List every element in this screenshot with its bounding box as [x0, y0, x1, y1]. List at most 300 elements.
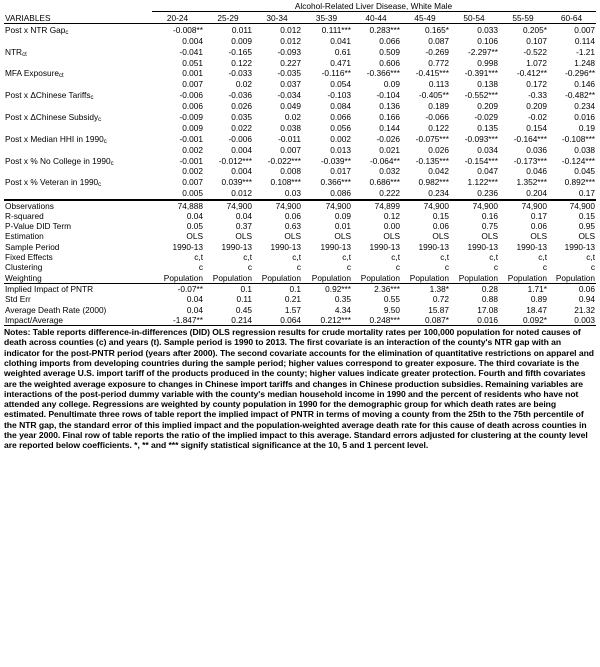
- variable-label: [4, 133, 152, 144]
- table-cell: c: [395, 262, 400, 273]
- stat-label: R-squared: [5, 210, 44, 221]
- table-cell: -0.001: [179, 133, 203, 144]
- variable-subscript: ct: [22, 51, 27, 58]
- table-cell: -0.035: [277, 68, 301, 79]
- table-cell: 0.106: [477, 35, 498, 46]
- table-cell: 1990-13: [320, 241, 351, 252]
- table-cell: 0.008: [280, 166, 301, 177]
- table-cell: -0.269: [425, 46, 449, 57]
- table-cell: 0.04: [186, 210, 203, 221]
- table-cell: -0.552***: [464, 90, 498, 101]
- table-cell: 0.039***: [221, 177, 252, 188]
- table-cell: 0.205*: [523, 24, 547, 35]
- coefficient-row: [4, 46, 596, 57]
- table-cell: -0.296**: [565, 68, 596, 79]
- table-cell: 0.17: [548, 188, 596, 200]
- table-cell: 0.122: [231, 57, 252, 68]
- table-cell: 74,900: [450, 200, 499, 211]
- coefficient-row: [4, 177, 596, 188]
- variable-name: Post x % No College in 1990: [5, 155, 111, 166]
- table-cell: 0.63: [284, 221, 301, 232]
- table-cell: 0.06: [548, 283, 596, 294]
- standard-error-row: [4, 101, 596, 112]
- table-cell: 0.209: [477, 101, 498, 112]
- table-cell: 0.051: [182, 57, 203, 68]
- table-cell: 0.61: [334, 46, 351, 57]
- stat-row: [4, 262, 596, 272]
- column-header: 45-49: [401, 12, 450, 24]
- table-cell: 0.032: [379, 166, 400, 177]
- table-cell: 0.038: [280, 122, 301, 133]
- standard-error-row: [4, 35, 596, 46]
- table-cell: 0.06: [284, 210, 301, 221]
- standard-error-row: [4, 122, 596, 133]
- variable-subscript: c: [65, 29, 69, 36]
- stat-label: Sample Period: [5, 241, 60, 252]
- table-cell: 1990-13: [369, 241, 400, 252]
- table-cell: Population: [507, 272, 547, 283]
- table-cell: 0.212***: [302, 315, 352, 326]
- table-cell: 0.047: [477, 166, 498, 177]
- stat-row: [4, 315, 596, 326]
- table-cell: -0.066: [425, 112, 449, 123]
- table-cell: c: [590, 262, 596, 273]
- table-cell: 0.066: [330, 112, 351, 123]
- table-cell: 1990-13: [467, 241, 498, 252]
- table-cell: -0.522: [523, 46, 547, 57]
- table-cell: 0.89: [530, 294, 547, 305]
- table-cell: 74,900: [302, 200, 352, 211]
- table-cell: 0.107: [526, 35, 547, 46]
- stat-row: [4, 252, 596, 262]
- stat-row: [4, 273, 596, 284]
- table-cell: 0.55: [383, 294, 400, 305]
- table-cell: 1990-13: [172, 241, 203, 252]
- table-cell: Population: [212, 272, 252, 283]
- stat-row: [4, 283, 596, 294]
- variable-name: Post x ΔChinese Subsidy: [5, 112, 99, 123]
- table-cell: 1.57: [284, 304, 301, 315]
- table-cell: c: [493, 262, 498, 273]
- coefficient-row: [4, 133, 596, 144]
- table-cell: -0.041: [179, 46, 203, 57]
- table-cell: 0.998: [477, 57, 498, 68]
- table-cell: 0.982***: [418, 177, 449, 188]
- table-cell: 0.002: [182, 166, 203, 177]
- table-cell: 0.72: [432, 294, 449, 305]
- regression-table: [4, 1, 596, 326]
- table-cell: 1990-13: [270, 241, 301, 252]
- column-header: 50-54: [450, 12, 499, 24]
- standard-error-row: [4, 144, 596, 155]
- table-cell: c: [296, 262, 301, 273]
- table-cell: -0.108***: [561, 133, 596, 144]
- table-cell: -0.116**: [321, 68, 351, 79]
- table-cell: 0.222: [352, 188, 401, 200]
- table-cell: c: [247, 262, 252, 273]
- table-cell: 0.003: [548, 315, 596, 326]
- variable-subscript: c: [98, 182, 102, 189]
- table-cell: c,t: [586, 252, 596, 263]
- stat-row: [4, 221, 596, 231]
- table-cell: c,t: [342, 252, 351, 263]
- table-cell: -0.006: [228, 133, 252, 144]
- coefficient-row: [4, 24, 596, 35]
- table-cell: 0.007: [182, 79, 203, 90]
- table-cell: 0.366***: [320, 177, 351, 188]
- table-cell: 74,900: [548, 200, 596, 211]
- variable-label: [4, 24, 152, 35]
- table-cell: 18.47: [526, 304, 547, 315]
- variable-subscript: c: [103, 138, 107, 145]
- table-cell: 74,900: [253, 200, 302, 211]
- table-cell: 0.012: [204, 188, 253, 200]
- table-cell: 0.041: [330, 35, 351, 46]
- table-cell: 0.19: [578, 122, 596, 133]
- variable-name: Post x NTR Gap: [5, 24, 66, 35]
- table-cell: 0.01: [334, 221, 351, 232]
- table-cell: c,t: [440, 252, 449, 263]
- table-cell: 0.092*: [499, 315, 548, 326]
- coefficient-row: [4, 111, 596, 122]
- table-cell: 0.12: [383, 210, 400, 221]
- table-cell: 0.03: [253, 188, 302, 200]
- table-cell: 0.009: [182, 122, 203, 133]
- table-cell: 1990-13: [564, 241, 596, 252]
- table-cell: 0.45: [235, 304, 252, 315]
- table-cell: 4.34: [334, 304, 351, 315]
- table-cell: 0.012: [280, 35, 301, 46]
- table-cell: 0.038: [574, 144, 596, 155]
- variable-label: [4, 90, 152, 101]
- table-cell: 0.37: [235, 221, 252, 232]
- table-cell: 1990-13: [418, 241, 449, 252]
- table-cell: 0.02: [235, 79, 252, 90]
- table-cell: 0.009: [231, 35, 252, 46]
- variable-subscript: c: [110, 160, 114, 167]
- table-cell: 0.004: [182, 35, 203, 46]
- table-cell: 0.138: [477, 79, 498, 90]
- table-cell: -0.009: [179, 112, 203, 123]
- table-cell: -0.012***: [218, 155, 252, 166]
- table-cell: 74,900: [499, 200, 548, 211]
- table-cell: 0.09: [383, 79, 400, 90]
- table-cell: 0.214: [204, 315, 253, 326]
- table-cell: 0.17: [530, 210, 547, 221]
- table-cell: 0.94: [578, 294, 596, 305]
- table-cell: -0.07**: [152, 283, 204, 294]
- stat-row: [4, 294, 596, 304]
- table-cell: 0.283***: [369, 24, 400, 35]
- table-cell: -0.173***: [513, 155, 547, 166]
- table-cell: OLS: [481, 231, 498, 242]
- variable-name: Post x % Veteran in 1990: [5, 177, 99, 188]
- table-cell: 0.509: [379, 46, 400, 57]
- table-cell: 0.172: [526, 79, 547, 90]
- table-cell: 0.108***: [270, 177, 301, 188]
- column-header: 25-29: [204, 12, 253, 24]
- table-cell: 0.034: [477, 144, 498, 155]
- table-cell: -0.006: [179, 90, 203, 101]
- table-cell: 17.08: [477, 304, 498, 315]
- table-cell: 0.017: [330, 166, 351, 177]
- table-cell: Population: [163, 272, 203, 283]
- stat-label: Std Err: [5, 294, 31, 305]
- stat-label: Impact/Average: [4, 315, 152, 326]
- table-cell: -0.093: [277, 46, 301, 57]
- table-cell: 1.122***: [467, 177, 498, 188]
- table-cell: 0.042: [428, 166, 449, 177]
- table-cell: 0.114: [574, 35, 596, 46]
- standard-error-row: [4, 57, 596, 68]
- table-cell: 0.95: [578, 221, 596, 232]
- table-cell: OLS: [284, 231, 301, 242]
- table-cell: -0.405**: [419, 90, 449, 101]
- title-row: [4, 1, 596, 12]
- table-cell: 0.04: [186, 304, 203, 315]
- table-cell: 0.146: [574, 79, 596, 90]
- table-cell: 0.135: [477, 122, 498, 133]
- table-cell: 0.165*: [425, 24, 449, 35]
- table-cell: 0.045: [574, 166, 596, 177]
- stat-label: Implied Impact of PNTR: [4, 283, 152, 294]
- table-cell: c: [542, 262, 547, 273]
- table-cell: c,t: [243, 252, 252, 263]
- table-cell: 0.087*: [401, 315, 450, 326]
- standard-error-row: [4, 166, 596, 177]
- table-cell: -0.011: [278, 133, 301, 144]
- table-cell: -0.391***: [464, 68, 498, 79]
- table-cell: OLS: [186, 231, 203, 242]
- table-cell: 0.007: [574, 24, 596, 35]
- table-cell: Population: [555, 272, 596, 283]
- coefficient-row: [4, 68, 596, 79]
- table-cell: c,t: [391, 252, 400, 263]
- table-cell: 0.04: [235, 210, 252, 221]
- stat-row: [4, 200, 596, 211]
- stat-label: Weighting: [5, 272, 42, 283]
- table-cell: -0.154***: [464, 155, 498, 166]
- table-cell: c: [346, 262, 351, 273]
- column-header: 20-24: [152, 12, 204, 24]
- table-cell: Population: [311, 272, 351, 283]
- stat-label: Observations: [4, 200, 152, 211]
- table-cell: 0.004: [231, 166, 252, 177]
- table-cell: 0.022: [231, 122, 252, 133]
- table-cell: 1.072: [526, 57, 547, 68]
- table-cell: -0.001: [179, 155, 203, 166]
- variable-name: MFA Exposure: [5, 68, 59, 79]
- table-cell: -1.847**: [152, 315, 204, 326]
- table-cell: 0.04: [186, 294, 203, 305]
- table-cell: -0.034: [277, 90, 301, 101]
- table-cell: -2.297**: [468, 46, 498, 57]
- table-cell: -0.093***: [464, 133, 498, 144]
- column-header: 30-34: [253, 12, 302, 24]
- table-cell: 0.16: [481, 210, 498, 221]
- table-cell: 0.016: [574, 112, 596, 123]
- table-cell: OLS: [530, 231, 547, 242]
- table-cell: 1.248: [574, 57, 596, 68]
- table-cell: 0.136: [379, 101, 400, 112]
- table-cell: 0.09: [334, 210, 351, 221]
- table-cell: c: [444, 262, 449, 273]
- table-cell: 0.35: [334, 294, 351, 305]
- table-cell: 0.002: [182, 144, 203, 155]
- regression-table-page: [4, 0, 596, 451]
- table-cell: 0.054: [330, 79, 351, 90]
- table-cell: -0.02: [528, 112, 547, 123]
- table-cell: 0.007: [182, 177, 203, 188]
- table-cell: 0.046: [526, 166, 547, 177]
- table-cell: 0.05: [186, 221, 203, 232]
- table-cell: 0.606: [379, 57, 400, 68]
- variable-subscript: ct: [58, 73, 64, 80]
- stat-label: P-Value DID Term: [5, 221, 72, 232]
- table-cell: 0.113: [428, 79, 449, 90]
- table-cell: 1990-13: [221, 241, 252, 252]
- stat-row: [4, 211, 596, 221]
- table-cell: c: [198, 262, 203, 273]
- table-cell: 0.036: [526, 144, 547, 155]
- table-cell: 0.06: [530, 221, 547, 232]
- table-cell: -1.21: [576, 46, 596, 57]
- table-cell: 0.166: [379, 112, 400, 123]
- table-cell: 0.92***: [302, 283, 352, 294]
- table-cell: 0.00: [383, 221, 400, 232]
- table-cell: -0.036: [228, 90, 252, 101]
- table-cell: -0.366***: [366, 68, 400, 79]
- variable-label: [4, 46, 152, 57]
- table-cell: OLS: [432, 231, 449, 242]
- table-cell: OLS: [383, 231, 400, 242]
- table-cell: 0.049: [280, 101, 301, 112]
- table-cell: OLS: [578, 231, 596, 242]
- table-cell: 1.38*: [401, 283, 450, 294]
- table-notes: Notes: Table reports difference-in-differences (DID) OLS regression results for crude mortality rates per 100,000 population for noted causes of death across counties (c) and years (t). Sample period is 1990 to 2013. The first covariate is an interaction of the county's NTR gap with an indicator for the post-PNTR period (years after 2000). The second covariate accounts for the elimination of quantitative restrictions on apparel and clothing imports from developing countries during the sample period; higher values correspond to greater exposure. The third covariate is the weighted average U.S. import tariff of the products produced in the county; higher values indicate greater protection. Fourth and fifth covariates are the weighted average exposure to changes in Chinese import tariffs and changes in Chinese production subsidies. Remaining variables are interactions of the post-period dummy variable with the county's median household income in 1990 and the percent of residents who have not attended any college. Regressions are weighted by county population in 1990 for the demographic group for which death rates are being estimated. Penultimate three rows of table report the implied impact of PNTR in terms of moving a county from the 25th to the 75th percentile of the NTR gap, the standard error of this implied impact and the population-weighted average death rate for this cause of death across counties in the year 2000. Final row of table reports the ratio of the implied impact to this average. Standard errors adjusted for clustering at the county level are reported below coefficients. *, ** and *** signify statistical significance at the 10, 5 and 1 percent level.: [4, 327, 594, 451]
- table-cell: 0.007: [280, 144, 301, 155]
- table-cell: -0.412**: [517, 68, 547, 79]
- table-cell: 0.234: [401, 188, 450, 200]
- stat-row: [4, 305, 596, 315]
- table-cell: 0.11: [236, 294, 252, 305]
- table-cell: 0.122: [428, 122, 449, 133]
- table-cell: -0.029: [474, 112, 498, 123]
- table-cell: -0.033: [228, 68, 252, 79]
- table-cell: 0.1: [204, 283, 253, 294]
- table-cell: 0.15: [578, 210, 596, 221]
- table-cell: 0.02: [284, 112, 301, 123]
- table-cell: 0.15: [432, 210, 449, 221]
- table-cell: -0.008**: [173, 24, 203, 35]
- table-cell: 0.28: [450, 283, 499, 294]
- stat-label: Average Death Rate (2000): [5, 304, 107, 315]
- stat-label: Fixed Effects: [5, 252, 53, 263]
- table-cell: OLS: [235, 231, 252, 242]
- table-cell: 0.002: [330, 133, 351, 144]
- table-cell: 0.021: [379, 144, 400, 155]
- table-cell: -0.064**: [370, 155, 400, 166]
- stat-row: [4, 231, 596, 241]
- table-cell: 1.352***: [516, 177, 547, 188]
- table-cell: 0.013: [330, 144, 351, 155]
- coefficient-row: [4, 155, 596, 166]
- variable-name: Post x Median HHI in 1990: [5, 133, 104, 144]
- table-cell: -0.026: [376, 133, 400, 144]
- table-cell: c,t: [538, 252, 547, 263]
- table-cell: -0.022***: [267, 155, 301, 166]
- table-cell: Population: [360, 272, 400, 283]
- table-cell: 0.001: [182, 68, 203, 79]
- table-cell: 0.026: [231, 101, 252, 112]
- table-cell: 0.144: [379, 122, 400, 133]
- table-cell: Population: [261, 272, 301, 283]
- table-cell: 74,900: [401, 200, 450, 211]
- table-cell: 0.21: [284, 294, 301, 305]
- table-cell: 0.1: [253, 283, 302, 294]
- table-cell: 0.154: [526, 122, 547, 133]
- table-cell: c,t: [292, 252, 301, 263]
- table-cell: 0.75: [481, 221, 498, 232]
- column-header: 60-64: [548, 12, 596, 24]
- table-cell: 0.012: [280, 24, 301, 35]
- table-cell: Population: [458, 272, 498, 283]
- variable-subscript: c: [90, 95, 94, 102]
- table-cell: 74,899: [352, 200, 401, 211]
- table-cell: 0.005: [152, 188, 204, 200]
- column-header: 55-59: [499, 12, 548, 24]
- table-title: Alcohol-Related Liver Disease, White Male: [152, 1, 596, 12]
- coefficient-row: [4, 90, 596, 101]
- column-header-row: [4, 12, 596, 24]
- table-cell: 74,900: [204, 200, 253, 211]
- table-cell: Population: [409, 272, 449, 283]
- table-cell: 0.234: [574, 101, 596, 112]
- table-cell: -0.482**: [565, 90, 596, 101]
- variable-subscript: c: [98, 117, 102, 124]
- table-cell: -0.124***: [561, 155, 596, 166]
- table-cell: 0.892***: [564, 177, 596, 188]
- table-cell: 0.056: [330, 122, 351, 133]
- table-cell: 0.037: [280, 79, 301, 90]
- table-cell: 0.88: [481, 294, 498, 305]
- table-cell: 74,888: [152, 200, 204, 211]
- variables-header: VARIABLES: [4, 12, 152, 24]
- stat-label: Clustering: [5, 262, 43, 273]
- table-cell: 0.248***: [352, 315, 401, 326]
- table-cell: 2.36***: [352, 283, 401, 294]
- table-cell: -0.039**: [321, 155, 351, 166]
- table-cell: 0.026: [428, 144, 449, 155]
- stat-row: [4, 242, 596, 252]
- table-cell: 0.004: [231, 144, 252, 155]
- table-cell: 21.32: [574, 304, 596, 315]
- table-cell: 0.772: [428, 57, 449, 68]
- variable-label: [4, 68, 152, 79]
- table-cell: 15.87: [428, 304, 449, 315]
- table-cell: 0.086: [302, 188, 352, 200]
- table-cell: c,t: [489, 252, 498, 263]
- table-cell: 0.011: [231, 24, 252, 35]
- table-cell: -0.135***: [415, 155, 449, 166]
- table-cell: -0.075***: [415, 133, 449, 144]
- table-cell: -0.164***: [513, 133, 547, 144]
- table-cell: -0.165: [228, 46, 252, 57]
- table-cell: 0.06: [432, 221, 449, 232]
- table-cell: 0.016: [450, 315, 499, 326]
- variable-label: [4, 111, 152, 122]
- column-header: 35-39: [302, 12, 352, 24]
